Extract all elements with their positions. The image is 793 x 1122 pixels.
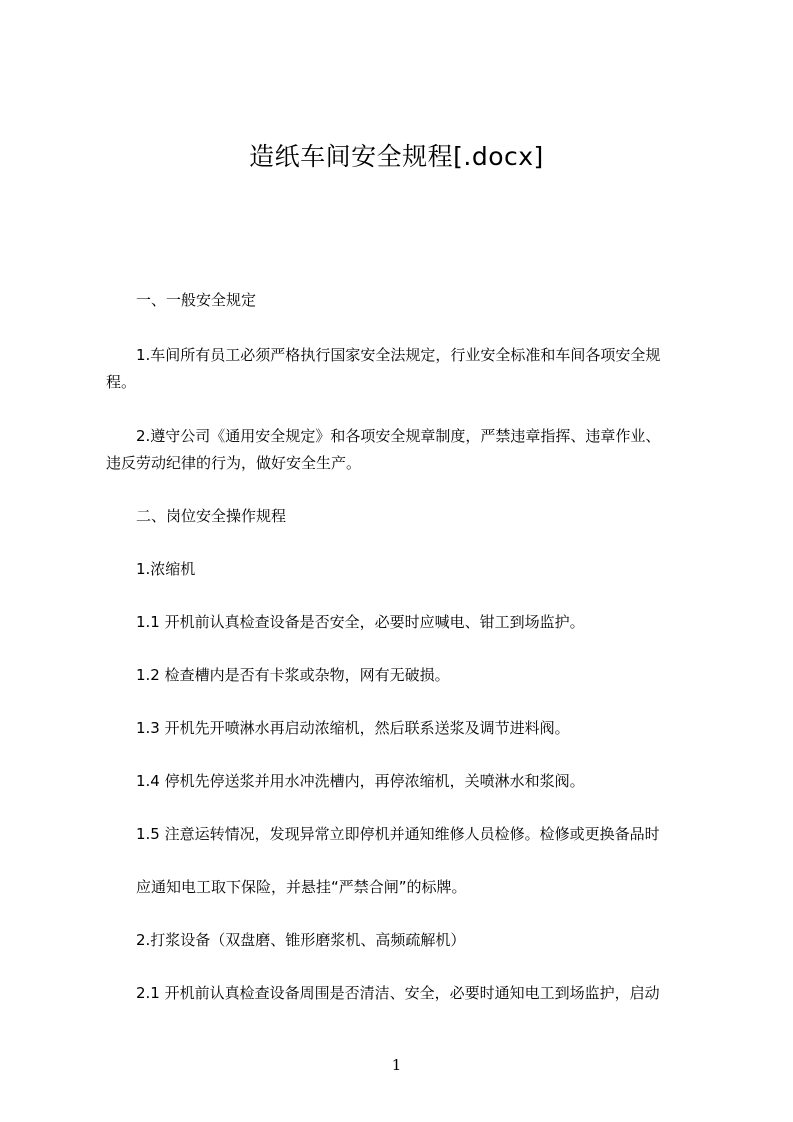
document-title: 造纸车间安全规程[.docx] — [249, 142, 544, 171]
paragraph-line: 2.1 开机前认真检查设备周围是否清洁、安全，必要时通知电工到场监护，启动 — [136, 984, 660, 1002]
section-heading-general-safety: 一、一般安全规定 — [136, 291, 257, 309]
section-heading-post-operation: 二、岗位安全操作规程 — [136, 507, 287, 525]
paragraph-line: 1.5 注意运转情况，发现异常立即停机并通知维修人员检修。检修或更换备品时 — [136, 825, 660, 843]
paragraph-line: 应通知电工取下保险，并悬挂“严禁合闸”的标牌。 — [136, 878, 467, 896]
subsection-heading-thickener: 1.浓缩机 — [136, 560, 196, 578]
paragraph-line: 1.3 开机先开喷淋水再启动浓缩机，然后联系送浆及调节进料阀。 — [136, 719, 570, 737]
subsection-heading-beating-equipment: 2.打浆设备（双盘磨、锥形磨浆机、高频疏解机） — [136, 931, 466, 949]
paragraph-line: 2.遵守公司《通用安全规定》和各项安全规章制度，严禁违章指挥、违章作业、 — [136, 427, 661, 445]
page-number: 1 — [391, 1056, 402, 1074]
paragraph-line: 违反劳动纪律的行为，做好安全生产。 — [106, 454, 362, 472]
paragraph-line: 程。 — [106, 373, 137, 391]
paragraph-line: 1.2 检查槽内是否有卡浆或杂物，网有无破损。 — [136, 666, 450, 684]
paragraph-line: 1.4 停机先停送浆并用水冲洗槽内，再停浓缩机，关喷淋水和浆阀。 — [136, 772, 585, 790]
paragraph-line: 1.车间所有员工必须严格执行国家安全法规定，行业安全标准和车间各项安全规 — [136, 346, 661, 364]
paragraph-line: 1.1 开机前认真检查设备是否安全，必要时应喊电、钳工到场监护。 — [136, 613, 585, 631]
